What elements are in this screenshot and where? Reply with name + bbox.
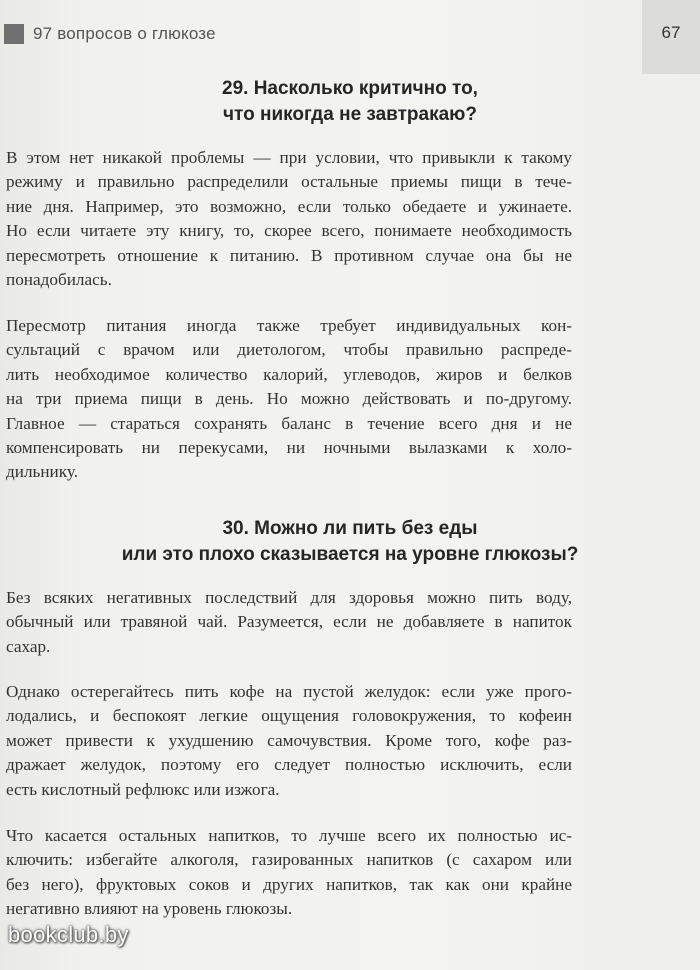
text-line: может привести к ухудшению самочувствия. Кроме того, кофе раз- <box>6 730 572 750</box>
text-line: дражает желудок, поэтому его следует полностью исключить, если <box>6 755 572 775</box>
text-line: без него), фруктовых соков и других напитков, так как они крайне <box>6 874 572 894</box>
text-line: сультаций с врачом или диетологом, чтобы правильно распреде- <box>6 340 572 360</box>
text-line: на три приема пищи в день. Но можно действовать и по-другому. <box>6 389 572 409</box>
section-heading-30 <box>0 516 700 568</box>
text-line: Пересмотр питания иногда также требует индивидуальных кон- <box>6 316 572 335</box>
text-line: есть кислотный рефлюкс или изжога. <box>6 779 280 799</box>
text-line: Однако остерегайтесь пить кофе на пустой желудок: если уже прого- <box>6 682 572 701</box>
text-line: Что касается остальных напитков, то лучше всего их полностью ис- <box>6 826 572 845</box>
heading-line: 29. Насколько критично то, <box>222 78 478 99</box>
text-line: негативно влияют на уровень глюкозы. <box>6 899 293 919</box>
text-line: дильнику. <box>6 462 79 482</box>
header-square-marker <box>4 24 24 44</box>
text-line: ключить: избегайте алкоголя, газированных напитков (с сахаром или <box>6 850 572 870</box>
text-line: В этом нет никакой проблемы — при условии, что привыкли к такому <box>6 148 572 167</box>
running-title: 97 вопросов о глюкозе <box>33 24 216 43</box>
page-number-tab <box>642 0 700 74</box>
text-line: ние дня. Например, это возможно, если только обедаете и ужинаете. <box>6 196 572 216</box>
text-line: Без всяких негативных последствий для здоровья можно пить воду, <box>6 588 572 607</box>
paragraph <box>6 314 572 485</box>
heading-line: 30. Можно ли пить без еды <box>222 518 478 539</box>
section-heading-29 <box>0 76 700 128</box>
paragraph <box>6 680 572 802</box>
text-line: компенсировать ни перекусами, ни ночными вылазками к холо- <box>6 438 572 458</box>
text-line: Но если читаете эту книгу, то, скорее всего, понимаете необходимость <box>6 221 572 241</box>
watermark-logo: bookclub.by <box>8 922 129 947</box>
text-line: обычный или травяной чай. Разумеется, если не добавляете в напиток <box>6 612 572 632</box>
page-number: 67 <box>661 23 681 42</box>
paragraph <box>6 824 572 922</box>
paragraph <box>6 146 572 292</box>
paragraph <box>6 586 572 659</box>
text-line: лодались, и беспокоят легкие ощущения головокружения, то кофеин <box>6 706 572 726</box>
text-line: режиму и правильно распределили остальные приемы пищи в тече- <box>6 172 572 192</box>
running-header <box>0 14 640 54</box>
text-line: понадобилась. <box>6 270 112 290</box>
text-line: Главное — стараться сохранять баланс в течение всего дня и не <box>6 413 572 433</box>
text-line: лить необходимое количество калорий, углеводов, жиров и белков <box>6 364 572 384</box>
heading-line: или это плохо сказывается на уровне глюкозы? <box>121 544 579 565</box>
heading-line: что никогда не завтракаю? <box>223 104 477 125</box>
text-line: пересмотреть отношение к питанию. В противном случае она бы не <box>6 245 572 265</box>
text-line: сахар. <box>6 636 51 656</box>
